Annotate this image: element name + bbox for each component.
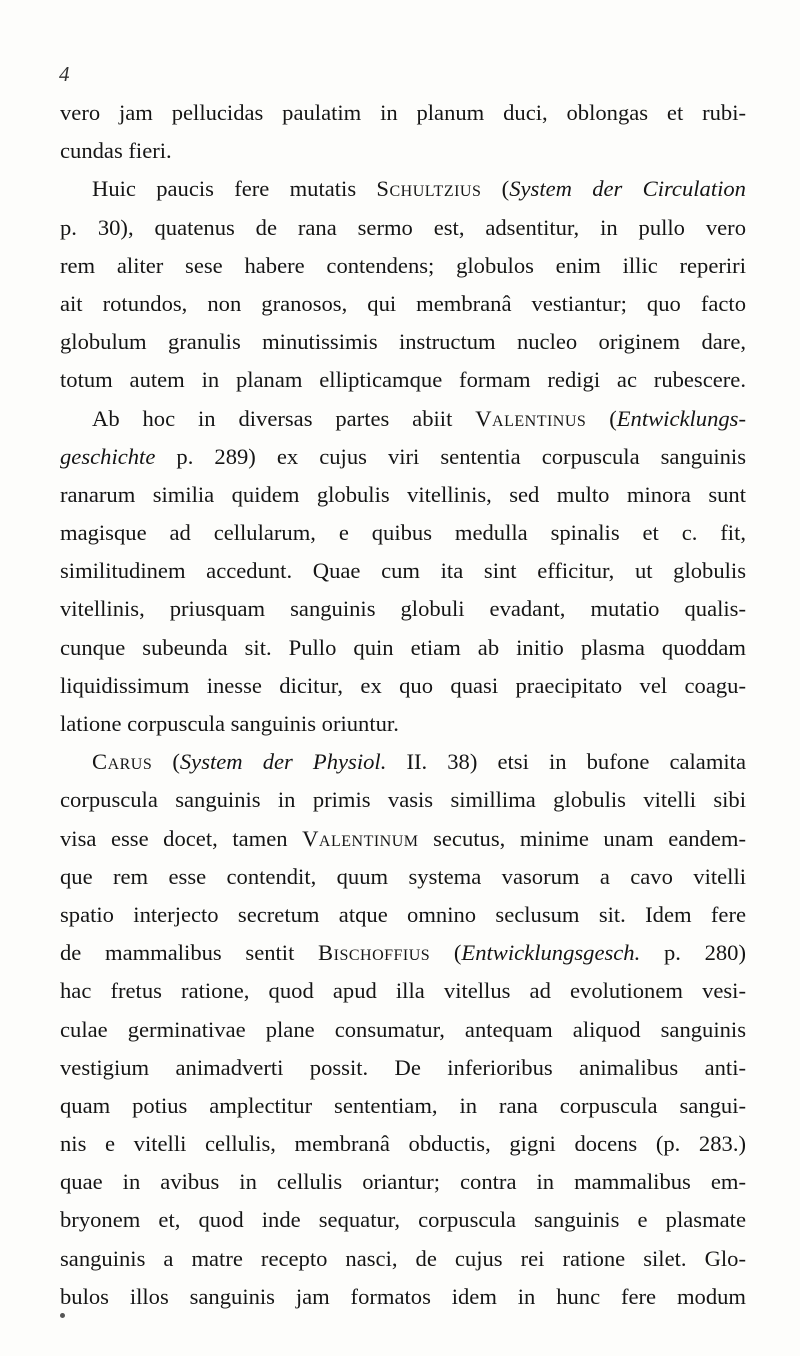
text-line-7: globulum granulis minutissimis instructum nucleo originem dare,: [60, 329, 746, 355]
text-line-2: cundas fieri.: [60, 138, 172, 164]
author-name: Valentinus: [475, 405, 587, 431]
text-line-16: liquidissimum inesse dicitur, ex quo quasi praecipitato vel coagu-: [60, 672, 746, 698]
text-line-6: ait rotundos, non granosos, qui membranâ vestiantur; quo facto: [60, 290, 746, 316]
text-line-27: quam potius amplectitur sententiam, in rana corpuscula sangui-: [60, 1092, 746, 1118]
text-line-14: vitellinis, priusquam sanguinis globuli evadant, mutatio qualis-: [60, 596, 746, 622]
author-name: Valentinum: [302, 825, 419, 851]
text-line-1: vero jam pellucidas paulatim in planum duci, oblongas et rubi-: [60, 100, 746, 125]
text-line-11: ranarum similia quidem globulis vitellinis, sed multo minora sunt: [60, 481, 746, 507]
ink-speck: [60, 1313, 65, 1318]
text-line-15: cunque subeunda sit. Pullo quin etiam ab initio plasma quoddam: [60, 634, 746, 660]
work-title: Entwicklungsgesch.: [461, 940, 641, 966]
work-title: System der Physiol.: [179, 749, 387, 775]
text-line-20: visa esse docet, tamen Valentinum secutus, minime unam eandem-: [60, 825, 746, 851]
text-line-31: sanguinis a matre recepto nasci, de cujus rei ratione silet. Glo-: [60, 1245, 746, 1271]
text-line-19: corpuscula sanguinis in primis vasis simillima globulis vitelli sibi: [60, 787, 746, 813]
text-line-23: de mammalibus sentit Bischoffius (Entwicklungsgesch. p. 280): [60, 940, 746, 966]
work-title: Entwicklungs-: [616, 405, 746, 431]
text-line-5: rem aliter sese habere contendens; globulos enim illic reperiri: [60, 252, 746, 278]
text-line-18: Carus (System der Physiol. II. 38) etsi in bufone calamita: [92, 749, 746, 775]
text-line-8: totum autem in planam ellipticamque formam redigi ac rubescere.: [60, 367, 746, 393]
text-line-28: nis e vitelli cellulis, membranâ obductis, gigni docens (p. 283.): [60, 1131, 746, 1157]
text-line-4: p. 30), quatenus de rana sermo est, adsentitur, in pullo vero: [60, 214, 746, 240]
text-line-22: spatio interjecto secretum atque omnino seclusum sit. Idem fere: [60, 901, 746, 927]
text-line-9: Ab hoc in diversas partes abiit Valentinus (Entwicklungs-: [92, 405, 746, 431]
text-line-17: latione corpuscula sanguinis oriuntur.: [60, 711, 399, 736]
page-number: 4: [59, 62, 70, 86]
text-line-3: Huic paucis fere mutatis Schultzius (System der Circulation: [92, 176, 746, 202]
text-line-29: quae in avibus in cellulis oriantur; contra in mammalibus em-: [60, 1169, 746, 1195]
text-line-25: culae germinativae plane consumatur, antequam aliquod sanguinis: [60, 1016, 746, 1042]
author-name: Carus: [92, 749, 153, 775]
text-line-30: bryonem et, quod inde sequatur, corpuscula sanguinis e plasmate: [60, 1207, 746, 1233]
author-name: Bischoffius: [318, 940, 431, 966]
text-line-13: similitudinem accedunt. Quae cum ita sint efficitur, ut globulis: [60, 558, 746, 584]
text-line-32: bulos illos sanguinis jam formatos idem in hunc fere modum: [60, 1283, 746, 1309]
text-line-26: vestigium animadverti possit. De inferioribus animalibus anti-: [60, 1054, 746, 1080]
work-title: System der Circulation: [509, 176, 746, 202]
work-title: geschichte: [60, 443, 156, 469]
text-line-24: hac fretus ratione, quod apud illa vitellus ad evolutionem vesi-: [60, 978, 746, 1004]
text-line-21: que rem esse contendit, quum systema vasorum a cavo vitelli: [60, 863, 746, 889]
body-text: [60, 94, 746, 1316]
text-line-10: geschichte p. 289) ex cujus viri sententia corpuscula sanguinis: [60, 443, 746, 469]
author-name: Schultzius: [376, 176, 482, 202]
text-line-12: magisque ad cellularum, e quibus medulla spinalis et c. fit,: [60, 520, 746, 546]
